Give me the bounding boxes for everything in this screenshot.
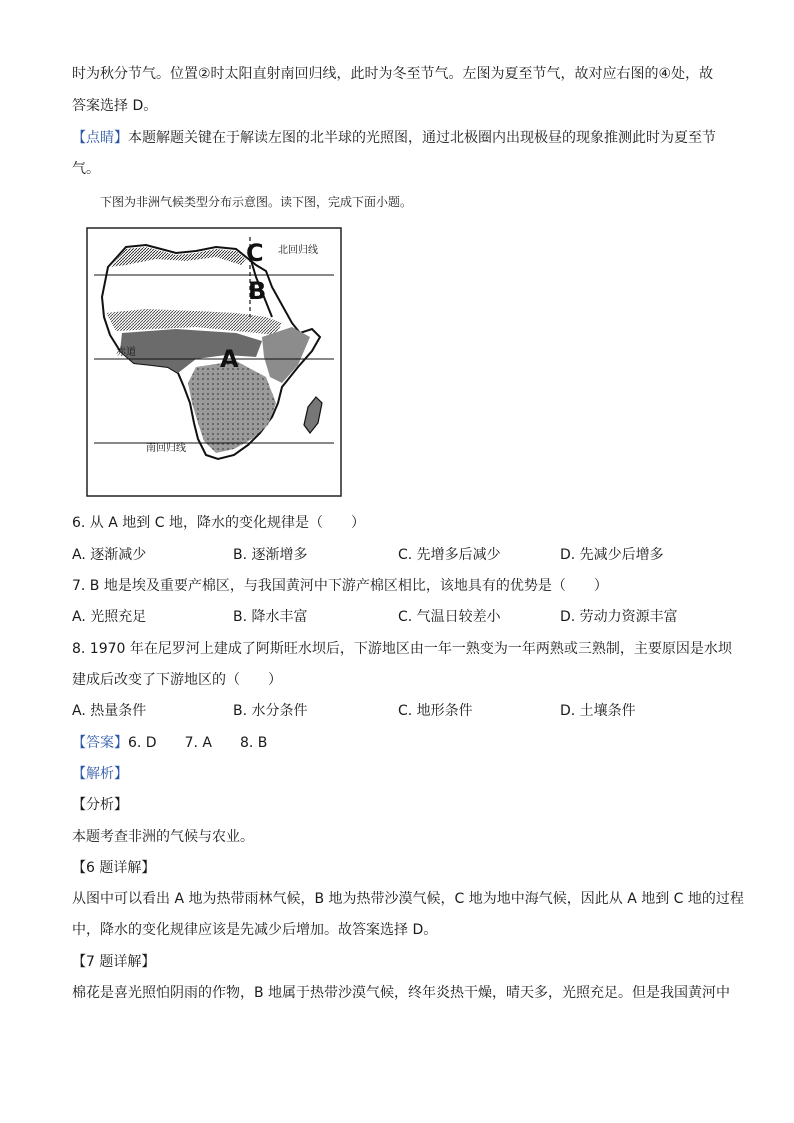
q6-detail-line-2: 中，降水的变化规律应该是先减少后增加。故答案选择 D。 (72, 922, 438, 938)
answer-line (72, 733, 267, 753)
q6-detail-tag: 【6 题详解】 (72, 860, 156, 876)
q6-option-a: A. 逐渐减少 (72, 547, 147, 563)
equator-label: 赤道 (116, 347, 136, 358)
tip-text: 本题解题关键在于解读左图的北半球的光照图，通过北极圈内出现极昼的现象推测此时为夏至节 (128, 130, 716, 146)
fenxi-text: 本题考查非洲的气候与农业。 (72, 829, 254, 845)
answer-tag: 【答案】 (72, 735, 128, 751)
tip-tag: 【点睛】 (72, 130, 128, 146)
q6-option-d: D. 先减少后增多 (560, 547, 664, 563)
q8-stem-2: 建成后改变了下游地区的（ ） (72, 672, 282, 688)
label-a: A (220, 345, 239, 373)
q6-option-b: B. 逐渐增多 (233, 547, 308, 563)
africa-climate-map (86, 227, 342, 497)
q8-option-a: A. 热量条件 (72, 703, 147, 719)
answer-text: 6. D 7. A 8. B (128, 735, 268, 751)
q6-detail-line-1: 从图中可以看出 A 地为热带雨林气候，B 地为热带沙漠气候，C 地为地中海气候，因此从 A 地到 C 地的过程 (72, 891, 744, 907)
label-b: B (248, 277, 267, 305)
tip-line-2: 气。 (72, 161, 100, 177)
q7-option-a: A. 光照充足 (72, 609, 147, 625)
q7-option-b: B. 降水丰富 (233, 609, 308, 625)
tropic-north-label: 北回归线 (278, 245, 318, 256)
q7-detail-line-1: 棉花是喜光照怕阴雨的作物，B 地属于热带沙漠气候，终年炎热干燥，晴天多，光照充足。但是我国黄河中 (72, 985, 731, 1001)
q7-option-d: D. 劳动力资源丰富 (560, 609, 678, 625)
q6-stem: 6. 从 A 地到 C 地，降水的变化规律是（ ） (72, 515, 365, 531)
tip-line (72, 128, 716, 148)
intro-line-2: 答案选择 D。 (72, 98, 158, 114)
intro-line-1: 时为秋分节气。位置②时太阳直射南回归线，此时为冬至节气。左图为夏至节气，故对应右图的④处，故 (72, 66, 714, 82)
fenxi-tag: 【分析】 (72, 797, 128, 813)
map-caption: 下图为非洲气候类型分布示意图。读下图，完成下面小题。 (100, 195, 413, 209)
q8-stem-1: 8. 1970 年在尼罗河上建成了阿斯旺水坝后，下游地区由一年一熟变为一年两熟或三熟制，主要原因是水坝 (72, 641, 732, 657)
q7-stem: 7. B 地是埃及重要产棉区，与我国黄河中下游产棉区相比，该地具有的优势是（ ） (72, 578, 608, 594)
jiexi-tag: 【解析】 (72, 766, 128, 782)
tropic-south-label: 南回归线 (146, 443, 186, 454)
q7-option-c: C. 气温日较差小 (398, 609, 501, 625)
q8-option-c: C. 地形条件 (398, 703, 473, 719)
q7-detail-tag: 【7 题详解】 (72, 954, 156, 970)
q6-option-c: C. 先增多后减少 (398, 547, 501, 563)
q8-option-b: B. 水分条件 (233, 703, 308, 719)
q8-option-d: D. 土壤条件 (560, 703, 636, 719)
label-c: C (246, 239, 264, 267)
